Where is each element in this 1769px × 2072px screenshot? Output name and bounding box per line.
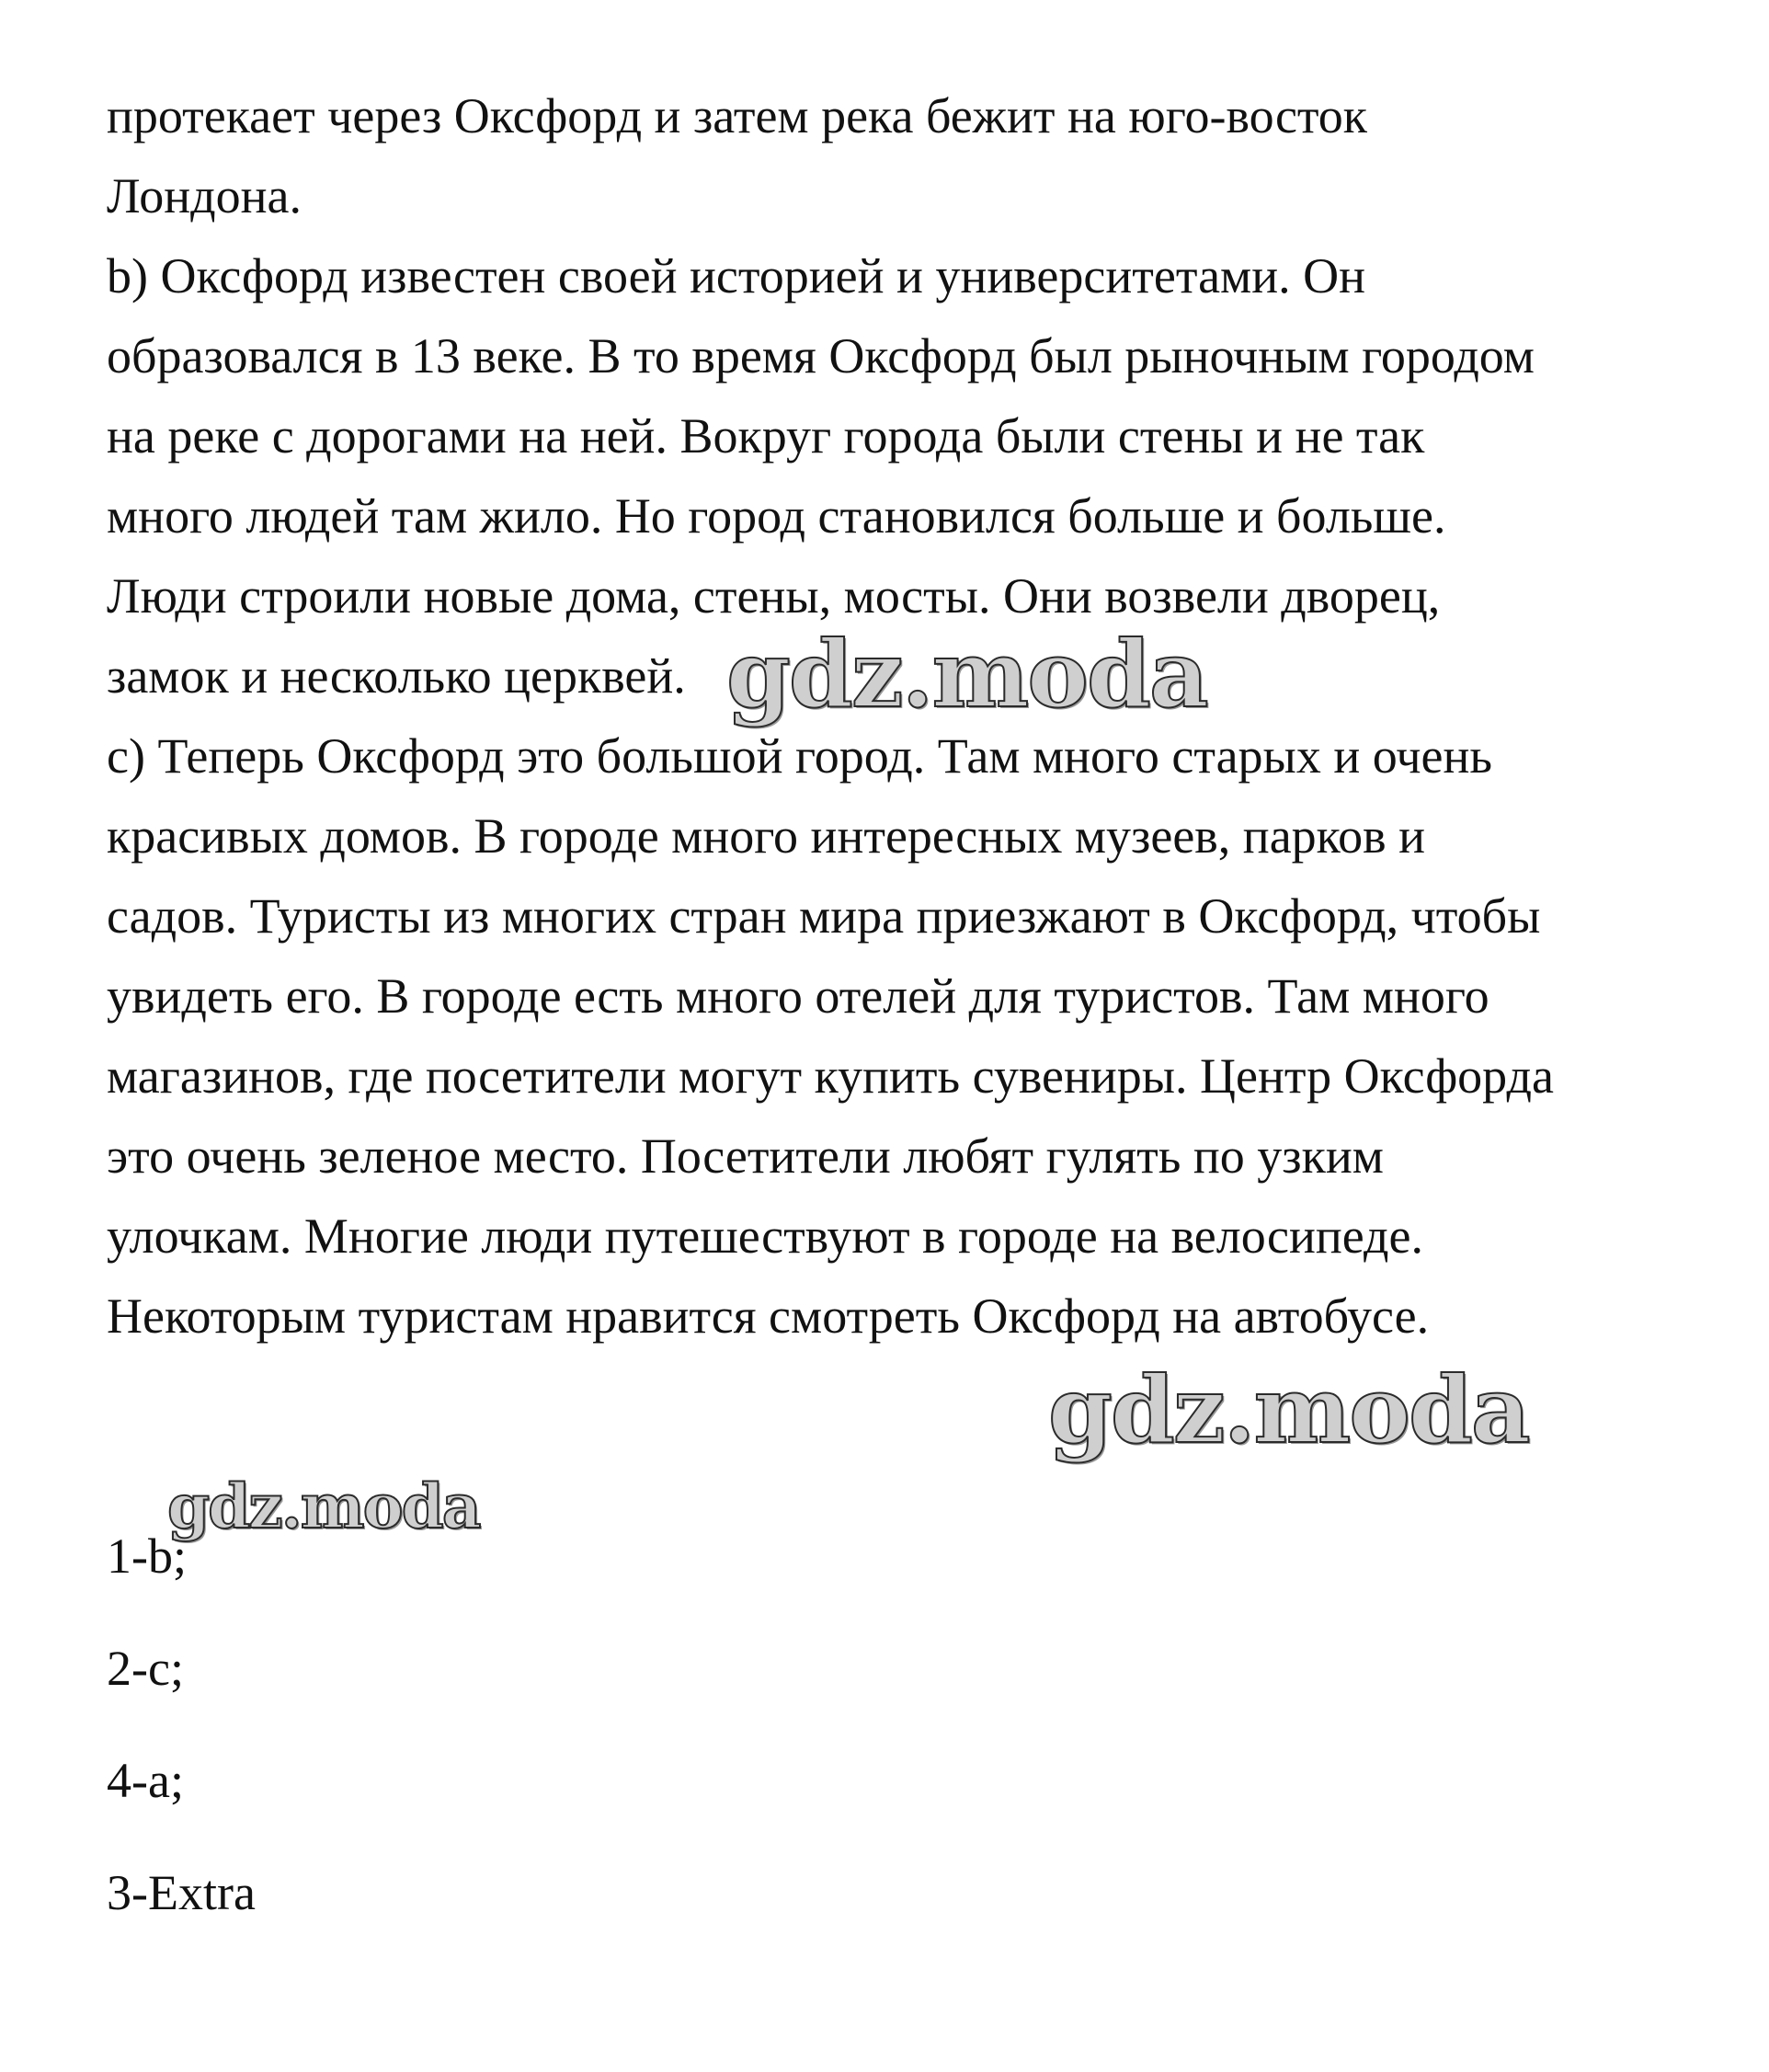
paragraph-c-line-1: с) Теперь Оксфорд это большой город. Там много старых и очень (107, 728, 1492, 784)
watermark-2: gdz.moda (1048, 1356, 1529, 1464)
paragraph-a-line-2: Лондона. (107, 168, 302, 223)
watermark-1: gdz.moda (726, 620, 1207, 728)
paragraph-b-line-2: образовался в 13 веке. В то время Оксфорд был рыночным городом (107, 328, 1535, 383)
paragraph-c-line-7: улочкам. Многие люди путешествуют в городе на велосипеде. (107, 1208, 1424, 1264)
paragraph-b-line-5: Люди строили новые дома, стены, мосты. Они возвели дворец, (107, 568, 1441, 624)
paragraph-c-line-5: магазинов, где посетители могут купить сувениры. Центр Оксфорда (107, 1048, 1554, 1104)
paragraph-c-line-6: это очень зеленое место. Посетители любят гулять по узким (107, 1128, 1384, 1184)
paragraph-c-line-8: Некоторым туристам нравится смотреть Оксфорд на автобусе. (107, 1288, 1430, 1344)
answer-4: 3-Extra (107, 1865, 256, 1920)
paragraph-b-line-4: много людей там жило. Но город становился больше и больше. (107, 488, 1446, 544)
paragraph-c-line-3: садов. Туристы из многих стран мира приезжают в Оксфорд, чтобы (107, 888, 1541, 944)
answer-2: 2-c; (107, 1641, 184, 1696)
paragraph-b-line-1: b) Оксфорд известен своей историей и университетами. Он (107, 248, 1366, 303)
watermark-3: gdz.moda (167, 1471, 480, 1542)
answer-1: 1-b; (107, 1528, 187, 1584)
answer-3: 4-a; (107, 1753, 184, 1808)
paragraph-b-line-3: на реке с дорогами на ней. Вокруг города были стены и не так (107, 408, 1425, 464)
paragraph-a-line-1: протекает через Оксфорд и затем река бежит на юго-восток (107, 88, 1368, 143)
paragraph-c-line-4: увидеть его. В городе есть много отелей для туристов. Там много (107, 968, 1489, 1024)
paragraph-c-line-2: красивых домов. В городе много интересных музеев, парков и (107, 808, 1426, 864)
paragraph-b-line-6: замок и несколько церквей. (107, 648, 686, 704)
